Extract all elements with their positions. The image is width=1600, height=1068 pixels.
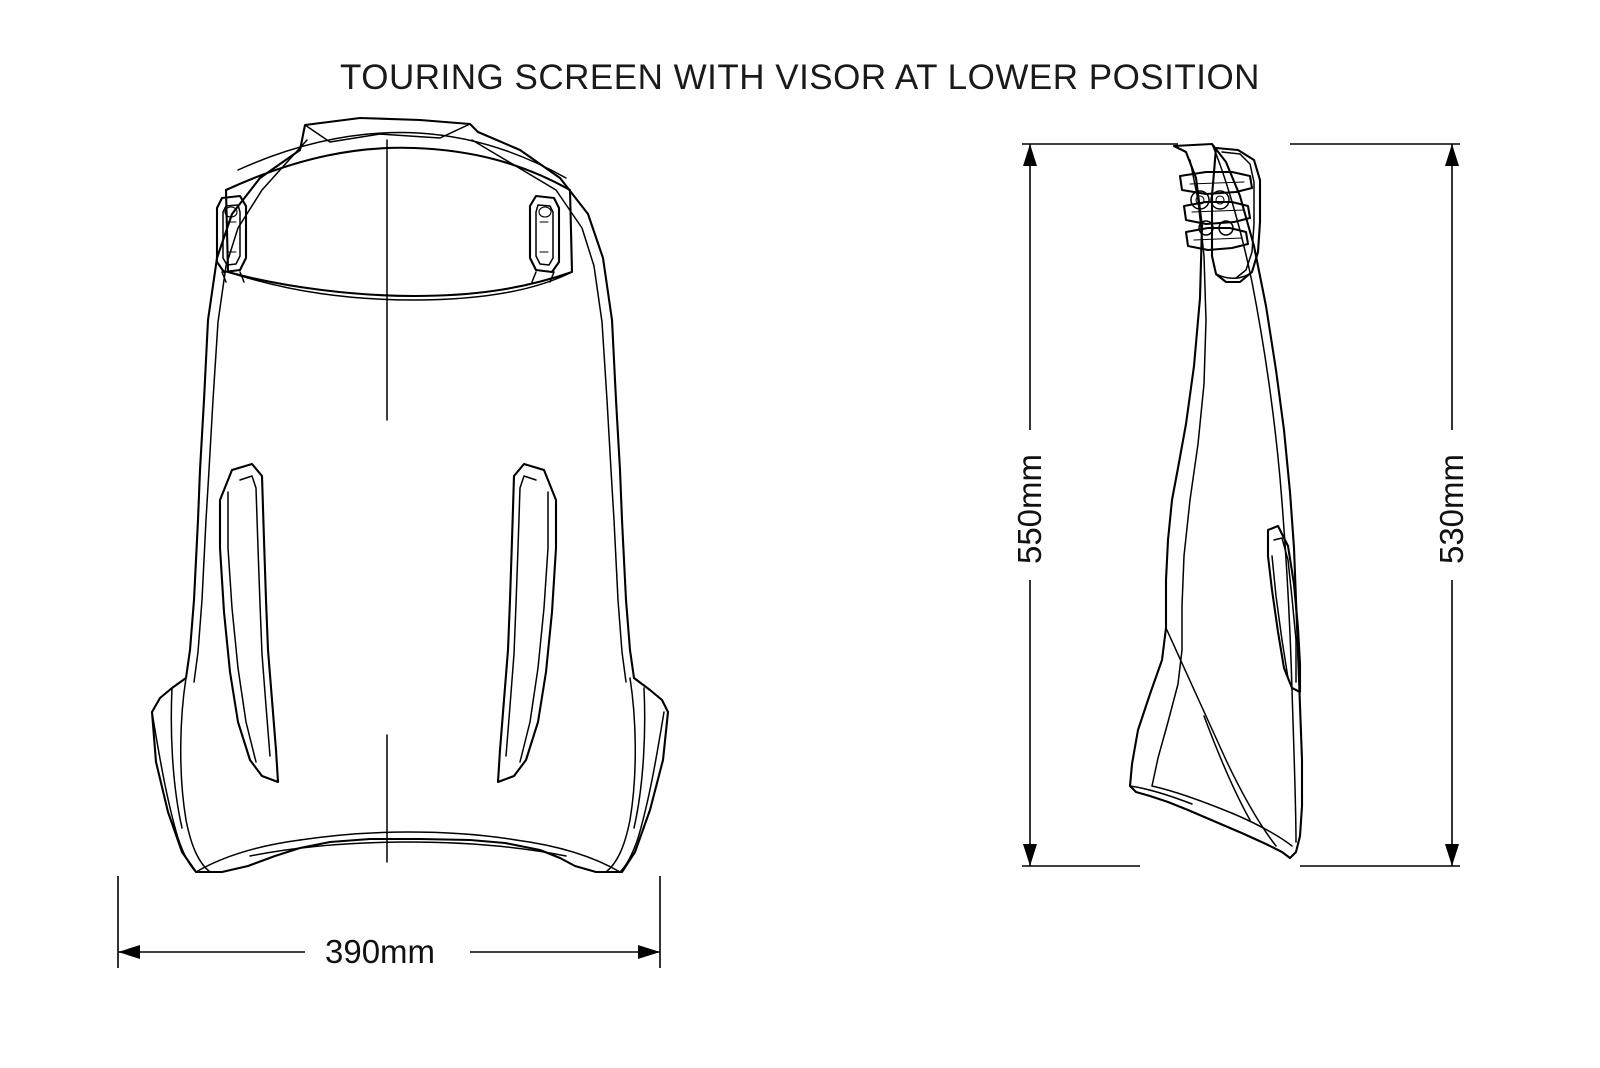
dimension-label-height-right: 530mm [1433,453,1470,565]
front-view-outline [152,118,668,872]
dimension-label-width: 390mm [325,933,436,970]
vent-right [498,464,556,782]
skirt-right [516,678,664,872]
vent-left [220,464,278,782]
visor-bracket-hardware [1180,172,1252,250]
side-vent-slot [1268,526,1300,692]
dimension-label-height-left: 550mm [1011,453,1048,565]
mount-slot-right [530,196,559,272]
mount-slot-left [217,196,246,272]
page-title: TOURING SCREEN WITH VISOR AT LOWER POSITION [340,58,1260,97]
side-view-outline [1130,144,1302,858]
